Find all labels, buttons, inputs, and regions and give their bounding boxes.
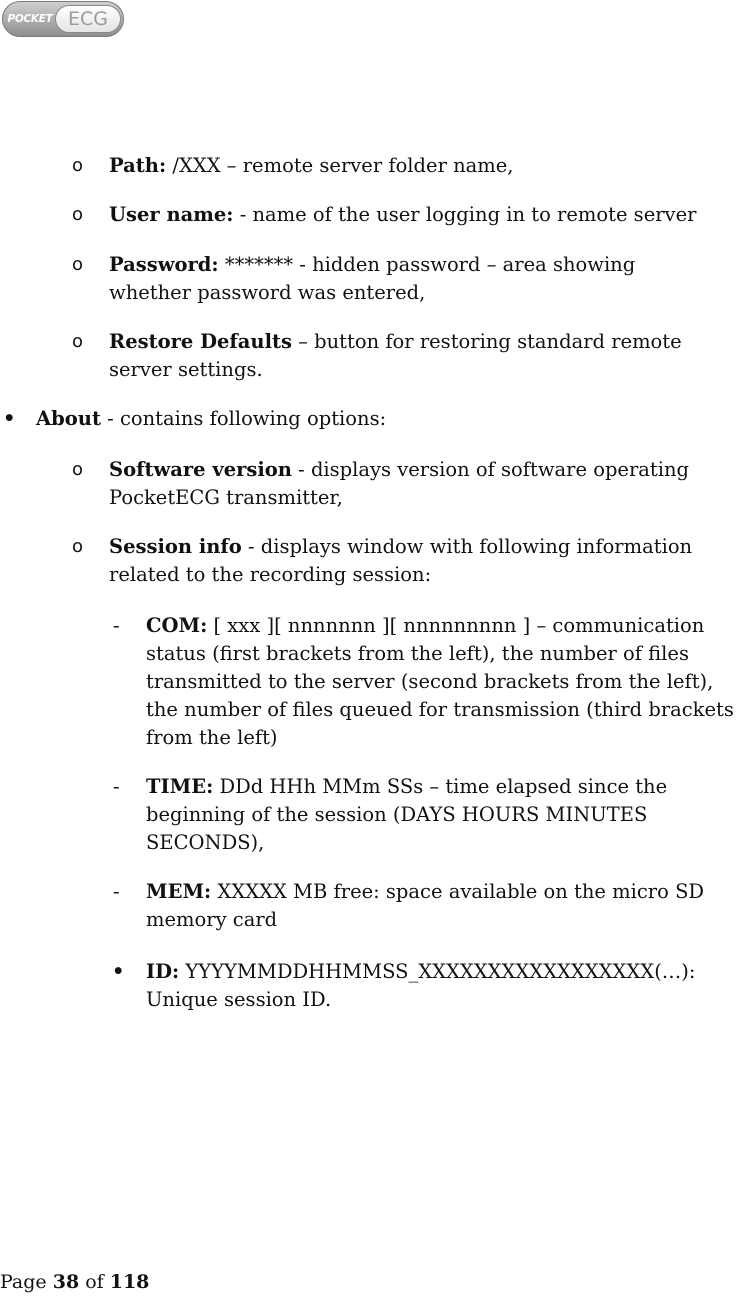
list-item-text: Restore Defaults – button for restoring standard remote server settings. <box>109 330 682 381</box>
list-item-text: Path: /XXX – remote server folder name, <box>109 154 514 177</box>
circle-bullet-icon: o <box>72 204 84 225</box>
circle-bullet-icon: o <box>72 459 84 480</box>
list-item-text: ID: YYYYMMDDHHMMSS_XXXXXXXXXXXXXXXXX(…): Unique session ID. <box>146 960 696 1011</box>
circle-bullet-icon: o <box>72 254 84 275</box>
list-item-text: Software version - displays version of software operating PocketECG transmitter, <box>109 458 690 509</box>
logo-ecg-text: ECG <box>55 5 121 33</box>
circle-bullet-icon: o <box>72 331 84 352</box>
bullet-icon: • <box>3 407 16 430</box>
dash-bullet-icon: - <box>113 880 120 903</box>
pocketecg-logo <box>2 1 124 37</box>
page-number: 38 <box>52 1271 80 1293</box>
list-item-text: About - contains following options: <box>36 407 387 430</box>
page-footer: Page 38 of 118 <box>0 1271 150 1293</box>
dash-bullet-icon: - <box>113 775 120 798</box>
list-item-text: User name: - name of the user logging in to remote server <box>109 203 697 226</box>
circle-bullet-icon: o <box>72 536 84 557</box>
logo-pocket-text: POCKET <box>7 13 53 25</box>
list-item-text: Session info - displays window with following information related to the recording session: <box>109 535 693 586</box>
list-item-text: Password: ******* - hidden password – area showing whether password was entered, <box>109 253 636 304</box>
bullet-icon: • <box>112 960 125 983</box>
list-item-text: MEM: XXXXX MB free: space available on the micro SD memory card <box>146 880 705 931</box>
list-item-text: COM: [ xxx ][ nnnnnnn ][ nnnnnnnnn ] – communication status (first brackets from the left), the number of files transmitted to the server (second brackets from the left), the number of files queued for transmission (third brackets from the left) <box>146 614 734 749</box>
circle-bullet-icon: o <box>72 155 84 176</box>
page-total: 118 <box>109 1271 150 1293</box>
list-item-text: TIME: DDd HHh MMm SSs – time elapsed since the beginning of the session (DAYS HOURS MINUTES SECONDS), <box>146 775 668 854</box>
dash-bullet-icon: - <box>113 614 120 637</box>
